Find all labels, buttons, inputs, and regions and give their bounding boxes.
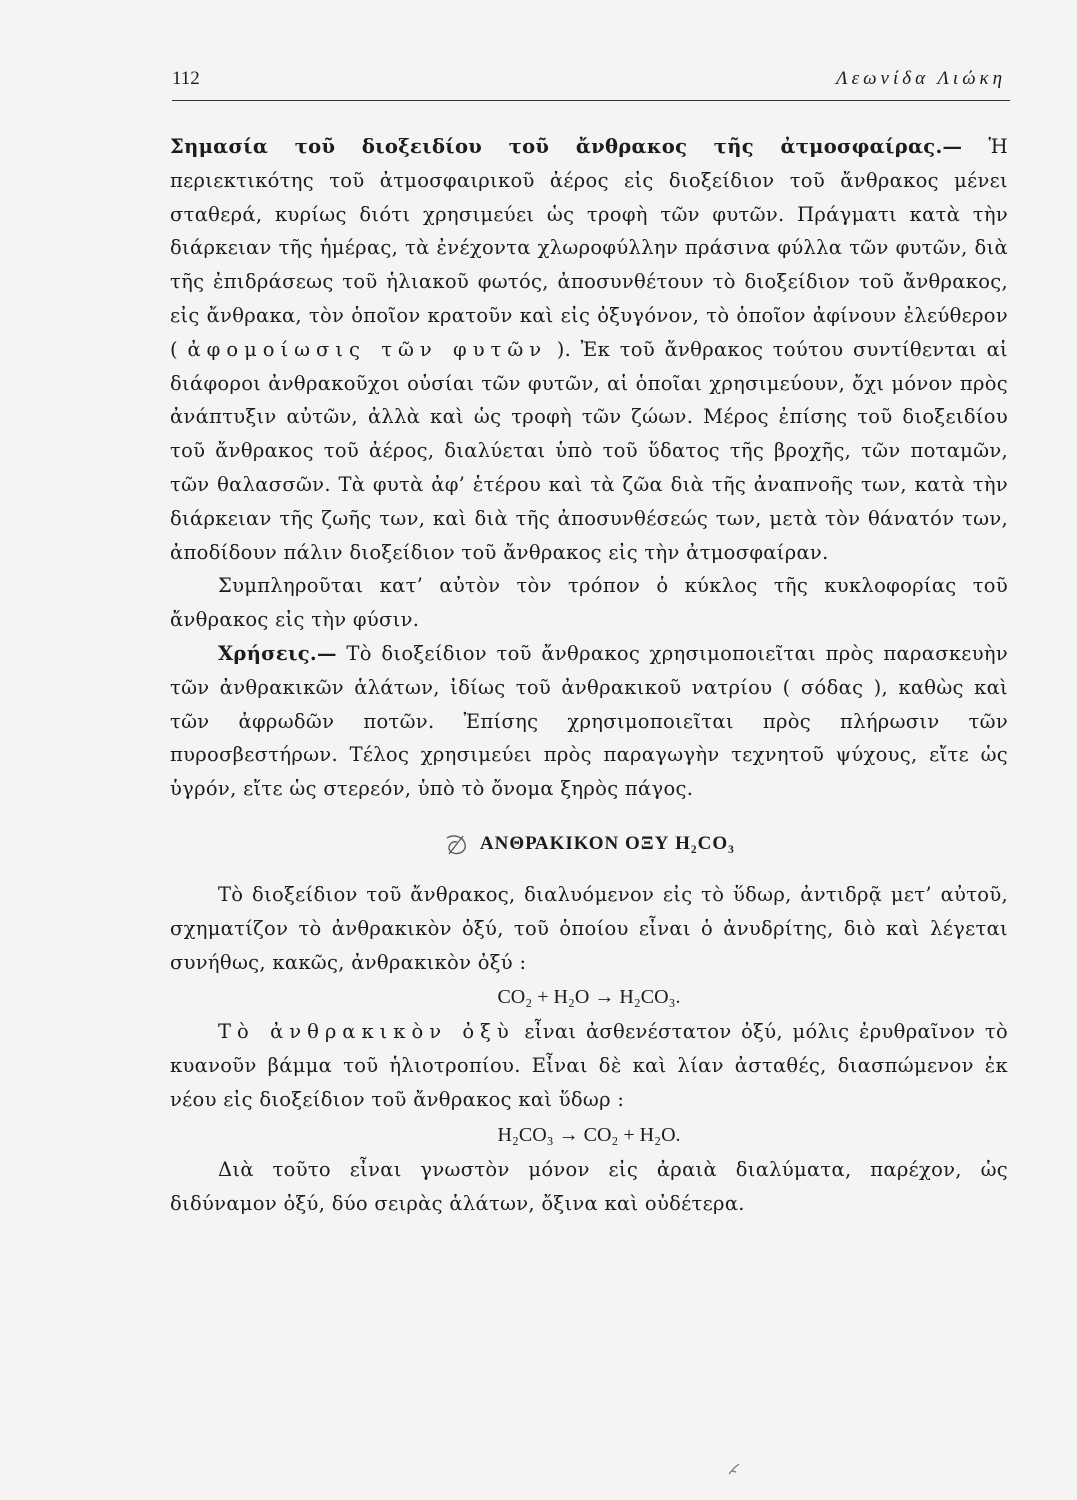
ink-speck-icon <box>727 1462 741 1476</box>
paragraph-carbonic-acid-properties <box>170 1015 1008 1116</box>
section-title-significance: Σημασία τοῦ διοξειδίου τοῦ ἄνθρακος τῆς ἀτμοσφαίρας.— <box>170 135 963 158</box>
spaced-term-carbonic-acid: Τὸ ἀνθρακικὸν ὀξὺ <box>218 1020 515 1044</box>
page-number: 112 <box>172 68 200 89</box>
page-body <box>170 130 1008 1220</box>
spaced-term-assimilation: ἀφομοίωσις τῶν φυτῶν <box>187 337 548 361</box>
paragraph-carbon-dioxide-significance <box>170 130 1008 569</box>
equation-decomposition: H₂CO₃ → CO₂ + H₂O. <box>497 1123 681 1146</box>
handwritten-mark-icon <box>443 832 469 858</box>
paragraph-text: Ἡ περιεκτικότης τοῦ ἀτμοσφαιρικοῦ ἀέρος εἰς διοξείδιον τοῦ ἄνθρακος μένει σταθερά, κυρίως διότι χρησιμεύει ὡς τροφὴ τῶν φυτῶν. Πράγματι κατὰ τὴν διάρκειαν τῆς ἡμέρας, τὰ ἐνέχοντα χλωροφύλλην πράσινα φύλλα τῶν φυτῶν, διὰ τῆς ἐπιδράσεως τοῦ ἡλιακοῦ φωτός, ἀποσυνθέτουν τὸ διοξείδιον τοῦ ἄνθρακος, εἰς ἄνθρακα, τὸν ὁποῖον κρατοῦν καὶ εἰς ὀξυγόνον, τὸ ὁποῖον ἀφίνουν ἐλεύθερον ( <box>170 135 1008 361</box>
section-title-uses: Χρήσεις.— <box>218 641 337 665</box>
paragraph-text: Τὸ διοξείδιον τοῦ ἄνθρακος χρησιμοποιεῖται πρὸς παρασκευὴν τῶν ἀνθρακικῶν ἁλάτων, ἰδίως τοῦ ἀνθρακικοῦ νατρίου ( σόδας ), καθὼς καὶ τῶν ἀφρωδῶν ποτῶν. Ἐπίσης χρησιμοποιεῖται πρὸς πλήρωσιν τῶν πυροσβεστήρων. Τέλος χρησιμεύει πρὸς παραγωγὴν τεχνητοῦ ψύχους, εἴτε ὡς ὑγρόν, εἴτε ὡς στερεόν, ὑπὸ τὸ ὄνομα ξηρὸς πάγος. <box>170 641 1009 801</box>
paragraph-text: εἶναι ἀσθενέστατον ὀξύ, μόλις ἐρυθραῖνον τὸ κυανοῦν βάμμα τοῦ ἡλιοτροπίου. Εἶναι δὲ καὶ λίαν ἀσταθές, διασπώμενον ἐκ νέου εἰς διοξείδιον τοῦ ἄνθρακος καὶ ὕδωρ : <box>170 1020 1008 1111</box>
page-header <box>172 64 1010 101</box>
paragraph-carbonic-acid-salts: Διὰ τοῦτο εἶναι γνωστὸν μόνον εἰς ἀραιὰ διαλύματα, παρέχον, ὡς διδύναμον ὀξύ, δύο σειρὰς ἁλάτων, ὄξινα καὶ οὐδέτερα. <box>170 1157 1008 1215</box>
running-head: Λεωνίδα Λιώκη <box>836 68 1006 89</box>
paragraph-carbon-cycle: Συμπληροῦται κατ’ αὐτὸν τὸν τρόπον ὁ κύκλος τῆς κυκλοφορίας τοῦ ἄνθρακος εἰς τὴν φύσιν. <box>170 574 1008 632</box>
paragraph-uses <box>170 637 1008 806</box>
heading-text: ΑΝΘΡΑΚΙΚΟΝ ΟΞΥ H₂CO₃ <box>479 832 735 854</box>
paragraph-text: ). Ἐκ τοῦ ἄνθρακος τούτου συντίθενται αἱ διάφοροι ἀνθρακοῦχοι οὐσίαι τῶν φυτῶν, αἱ ὁποῖαι χρησιμεύουν, ὄχι μόνον πρὸς ἀνάπτυξιν αὐτῶν, ἀλλὰ καὶ ὡς τροφὴ τῶν ζώων. Μέρος ἐπίσης τοῦ διοξειδίου τοῦ ἄνθρακος τοῦ ἀέρος, διαλύεται ὑπὸ τοῦ ὕδατος τῆς βροχῆς, τῶν ποταμῶν, τῶν θαλασσῶν. Τὰ φυτὰ ἀφ’ ἑτέρου καὶ τὰ ζῶα διὰ τῆς ἀναπνοῆς των, κατὰ τὴν διάρκειαν τῆς ζωῆς των, καὶ διὰ τῆς ἀποσυνθέσεώς των, μετὰ τὸν θάνατόν των, ἀποδίδουν πάλιν διοξείδιον τοῦ ἄνθρακος εἰς τὴν ἀτμοσφαίραν. <box>170 337 1009 564</box>
equation-formation: CO₂ + H₂O → H₂CO₃. <box>497 986 681 1009</box>
paragraph-carbonic-acid-formation: Τὸ διοξείδιον τοῦ ἄνθρακος, διαλυόμενον εἰς τὸ ὕδωρ, ἀντιδρᾷ μετ’ αὐτοῦ, σχηματίζον τὸ ἀνθρακικὸν ὀξύ, τοῦ ὁποίου εἶναι ὁ ἀνυδρίτης, διὸ καὶ λέγεται συνήθως, κακῶς, ἀνθρακικὸν ὀξύ : <box>170 882 1008 974</box>
section-heading-carbonic-acid <box>170 824 1008 864</box>
